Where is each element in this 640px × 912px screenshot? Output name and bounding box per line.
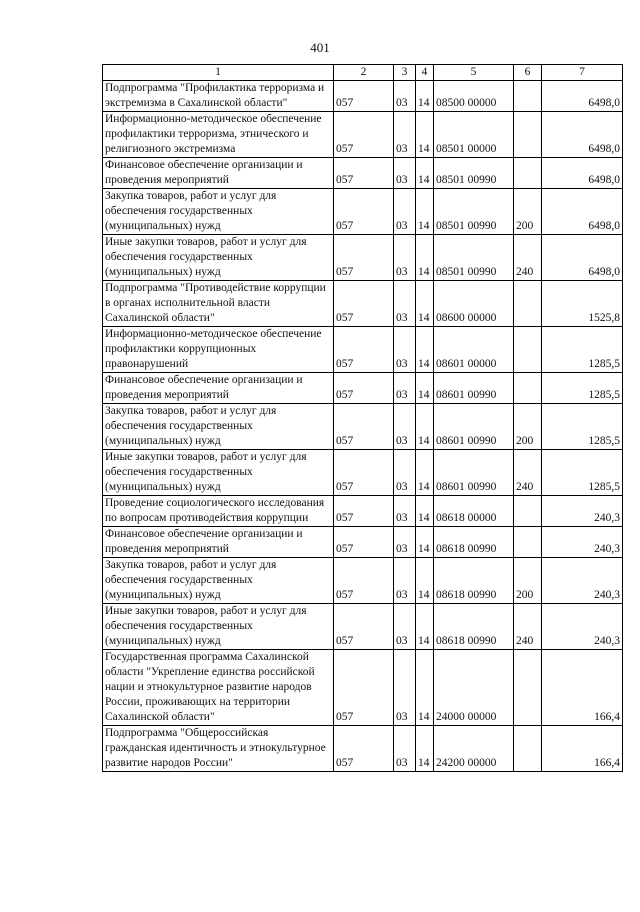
cell-type: [514, 726, 542, 772]
cell-subsection: 14: [416, 558, 434, 604]
cell-target: 08501 00990: [434, 235, 514, 281]
cell-amount: 1285,5: [542, 327, 623, 373]
cell-target: 08601 00000: [434, 327, 514, 373]
table-row: [103, 112, 623, 158]
cell-amount: 166,4: [542, 726, 623, 772]
cell-name: Финансовое обеспечение организации и проведения мероприятий: [103, 527, 334, 558]
cell-type: 240: [514, 450, 542, 496]
cell-code: 057: [334, 81, 394, 112]
cell-name: Проведение социологического исследования по вопросам противодействия коррупции: [103, 496, 334, 527]
cell-subsection: 14: [416, 496, 434, 527]
cell-code: 057: [334, 404, 394, 450]
cell-amount: 1525,8: [542, 281, 623, 327]
cell-name: Государственная программа Сахалинской области "Укрепление единства российской нации и этнокультурное развитие народов России, проживающих на территории Сахалинской области": [103, 650, 334, 726]
cell-type: 200: [514, 189, 542, 235]
cell-subsection: 14: [416, 235, 434, 281]
cell-section: 03: [394, 404, 416, 450]
cell-section: 03: [394, 373, 416, 404]
cell-amount: 1285,5: [542, 404, 623, 450]
cell-amount: 6498,0: [542, 189, 623, 235]
cell-subsection: 14: [416, 650, 434, 726]
cell-code: 057: [334, 189, 394, 235]
cell-section: 03: [394, 112, 416, 158]
table-row: [103, 558, 623, 604]
cell-code: 057: [334, 450, 394, 496]
cell-amount: 6498,0: [542, 235, 623, 281]
cell-target: 08500 00000: [434, 81, 514, 112]
cell-target: 08600 00000: [434, 281, 514, 327]
cell-name: Финансовое обеспечение организации и проведения мероприятий: [103, 373, 334, 404]
cell-type: [514, 281, 542, 327]
cell-name: Закупка товаров, работ и услуг для обеспечения государственных (муниципальных) нужд: [103, 404, 334, 450]
cell-name: Информационно-методическое обеспечение профилактики терроризма, этнического и религиозного экстремизма: [103, 112, 334, 158]
cell-amount: 6498,0: [542, 112, 623, 158]
cell-section: 03: [394, 496, 416, 527]
cell-amount: 240,3: [542, 496, 623, 527]
cell-name: Информационно-методическое обеспечение профилактики коррупционных правонарушений: [103, 327, 334, 373]
table-row: [103, 404, 623, 450]
cell-target: 24200 00000: [434, 726, 514, 772]
cell-section: 03: [394, 158, 416, 189]
cell-name: Иные закупки товаров, работ и услуг для обеспечения государственных (муниципальных) нужд: [103, 604, 334, 650]
table-row: [103, 327, 623, 373]
cell-subsection: 14: [416, 373, 434, 404]
cell-subsection: 14: [416, 158, 434, 189]
cell-amount: 240,3: [542, 604, 623, 650]
cell-type: 200: [514, 404, 542, 450]
table-row: [103, 189, 623, 235]
cell-section: 03: [394, 235, 416, 281]
cell-subsection: 14: [416, 327, 434, 373]
header-cell-section: 3: [394, 65, 416, 81]
cell-code: 057: [334, 650, 394, 726]
cell-type: [514, 327, 542, 373]
cell-amount: 240,3: [542, 558, 623, 604]
cell-type: [514, 650, 542, 726]
cell-code: 057: [334, 527, 394, 558]
cell-subsection: 14: [416, 527, 434, 558]
header-cell-target: 5: [434, 65, 514, 81]
cell-target: 08501 00000: [434, 112, 514, 158]
cell-code: 057: [334, 235, 394, 281]
cell-type: 200: [514, 558, 542, 604]
cell-subsection: 14: [416, 281, 434, 327]
cell-section: 03: [394, 527, 416, 558]
cell-code: 057: [334, 496, 394, 527]
cell-target: 24000 00000: [434, 650, 514, 726]
table-row: [103, 281, 623, 327]
cell-type: [514, 81, 542, 112]
cell-type: [514, 527, 542, 558]
cell-code: 057: [334, 726, 394, 772]
cell-amount: 1285,5: [542, 373, 623, 404]
cell-name: Финансовое обеспечение организации и проведения мероприятий: [103, 158, 334, 189]
table-row: [103, 450, 623, 496]
table-row: [103, 235, 623, 281]
cell-code: 057: [334, 373, 394, 404]
cell-target: 08618 00990: [434, 604, 514, 650]
header-cell-subsection: 4: [416, 65, 434, 81]
table-row: [103, 158, 623, 189]
cell-name: Подпрограмма "Противодействие коррупции в органах исполнительной власти Сахалинской области": [103, 281, 334, 327]
cell-subsection: 14: [416, 726, 434, 772]
cell-code: 057: [334, 112, 394, 158]
cell-type: 240: [514, 235, 542, 281]
cell-name: Подпрограмма "Общероссийская гражданская идентичность и этнокультурное развитие народов России": [103, 726, 334, 772]
cell-code: 057: [334, 604, 394, 650]
cell-code: 057: [334, 281, 394, 327]
cell-section: 03: [394, 726, 416, 772]
cell-section: 03: [394, 81, 416, 112]
cell-code: 057: [334, 158, 394, 189]
cell-section: 03: [394, 604, 416, 650]
cell-target: 08601 00990: [434, 404, 514, 450]
cell-amount: 1285,5: [542, 450, 623, 496]
header-cell-name: 1: [103, 65, 334, 81]
cell-type: 240: [514, 604, 542, 650]
cell-section: 03: [394, 650, 416, 726]
cell-subsection: 14: [416, 189, 434, 235]
table-row: [103, 527, 623, 558]
cell-subsection: 14: [416, 112, 434, 158]
cell-amount: 166,4: [542, 650, 623, 726]
header-cell-amount: 7: [542, 65, 623, 81]
table-row: [103, 496, 623, 527]
header-cell-code: 2: [334, 65, 394, 81]
cell-name: Иные закупки товаров, работ и услуг для обеспечения государственных (муниципальных) нужд: [103, 450, 334, 496]
table-row: [103, 373, 623, 404]
table-row: [103, 81, 623, 112]
cell-target: 08501 00990: [434, 158, 514, 189]
cell-section: 03: [394, 189, 416, 235]
table-row: [103, 604, 623, 650]
cell-section: 03: [394, 327, 416, 373]
cell-type: [514, 373, 542, 404]
cell-amount: 6498,0: [542, 158, 623, 189]
cell-section: 03: [394, 558, 416, 604]
cell-section: 03: [394, 450, 416, 496]
table-row: [103, 726, 623, 772]
cell-code: 057: [334, 327, 394, 373]
cell-name: Иные закупки товаров, работ и услуг для обеспечения государственных (муниципальных) нужд: [103, 235, 334, 281]
page-number: 401: [310, 40, 330, 55]
cell-type: [514, 496, 542, 527]
cell-code: 057: [334, 558, 394, 604]
cell-section: 03: [394, 281, 416, 327]
cell-amount: 240,3: [542, 527, 623, 558]
cell-type: [514, 158, 542, 189]
cell-name: Подпрограмма "Профилактика терроризма и экстремизма в Сахалинской области": [103, 81, 334, 112]
budget-table: [102, 64, 623, 772]
cell-subsection: 14: [416, 450, 434, 496]
table-row: [103, 650, 623, 726]
cell-name: Закупка товаров, работ и услуг для обеспечения государственных (муниципальных) нужд: [103, 558, 334, 604]
cell-target: 08601 00990: [434, 373, 514, 404]
cell-target: 08601 00990: [434, 450, 514, 496]
cell-subsection: 14: [416, 604, 434, 650]
table-header-row: [103, 65, 623, 81]
cell-type: [514, 112, 542, 158]
cell-subsection: 14: [416, 404, 434, 450]
cell-target: 08618 00000: [434, 496, 514, 527]
cell-target: 08618 00990: [434, 558, 514, 604]
header-cell-type: 6: [514, 65, 542, 81]
table-body: [103, 81, 623, 772]
cell-subsection: 14: [416, 81, 434, 112]
cell-amount: 6498,0: [542, 81, 623, 112]
cell-target: 08501 00990: [434, 189, 514, 235]
cell-target: 08618 00990: [434, 527, 514, 558]
cell-name: Закупка товаров, работ и услуг для обеспечения государственных (муниципальных) нужд: [103, 189, 334, 235]
